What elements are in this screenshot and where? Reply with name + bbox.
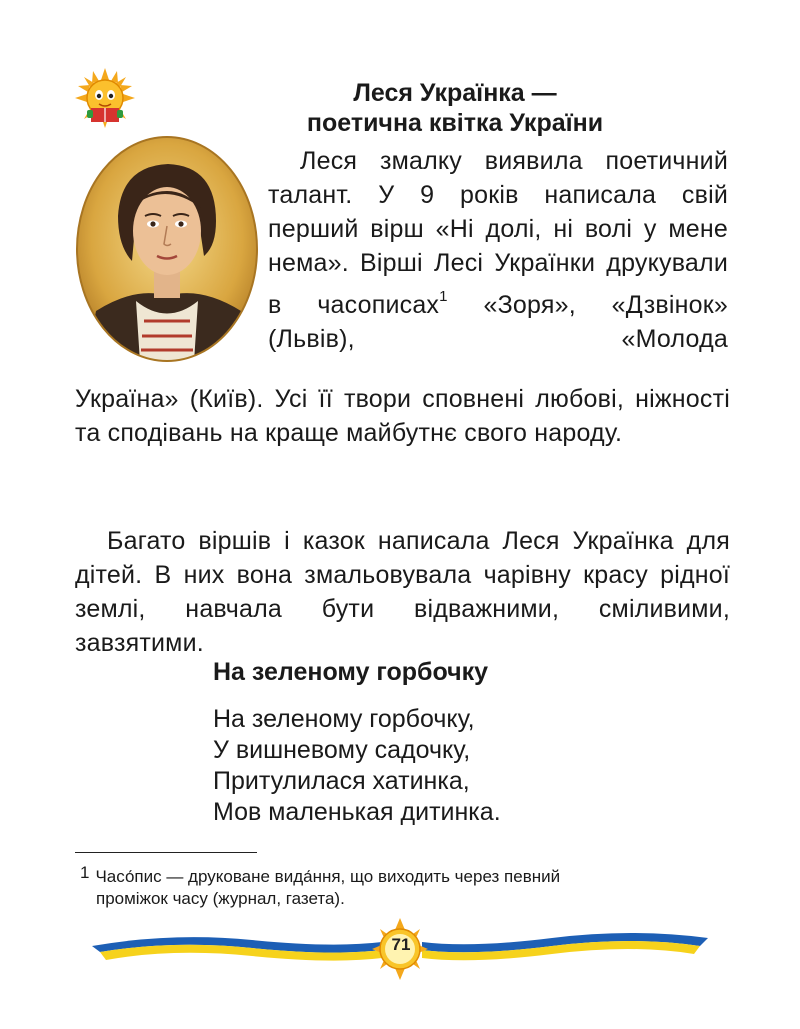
- footnote-line-2: проміжок часу (журнал, газета).: [96, 889, 345, 908]
- sun-reading-icon: [75, 68, 135, 128]
- page-number: 71: [391, 935, 411, 954]
- paragraph-1-tail: «Зоря», «Дзвінок» (Львів), «Молода: [268, 291, 728, 353]
- page-title: [255, 78, 655, 138]
- poem-title: На зеленому горбочку: [213, 658, 489, 686]
- poem-line: Мов маленькая дитинка.: [213, 798, 501, 826]
- poem-line: На зеленому горбочку,: [213, 705, 475, 733]
- footnote: [80, 862, 700, 910]
- portrait-illustration: [76, 136, 258, 362]
- paragraph-1: [268, 144, 728, 356]
- poem-line: Притулилася хатинка,: [213, 767, 470, 795]
- title-line-1: Леся Українка —: [353, 79, 557, 107]
- paragraph-1-text: Леся змалку виявила поетичний талант. У 9 років написала свій перший вірш «Ні долі, ні волі у мене нема». Вірші Лесі Українки друкували в часописах: [268, 147, 728, 319]
- footnote-divider: [75, 852, 257, 853]
- footnote-number: 1: [80, 863, 90, 882]
- title-line-2: поетична квітка України: [306, 109, 604, 137]
- footnote-line-1: Часо́пис — друковане вида́ння, що виходить через певний: [95, 867, 561, 886]
- poem-line: У вишневому садочку,: [213, 736, 471, 764]
- paragraph-2: [75, 524, 730, 660]
- footnote-marker: 1: [439, 288, 448, 305]
- paragraph-2-text: Багато віршів і казок написала Леся Українка для дітей. В них вона змальовувала чарівну красу рідної землі, навчала бути відважними, сміливими, завзятими.: [75, 527, 730, 657]
- paragraph-1-continued: Україна» (Київ). Усі її твори сповнені любові, ніжності та сподівань на краще майбутнє свого народу.: [75, 385, 730, 447]
- poem: [213, 704, 501, 828]
